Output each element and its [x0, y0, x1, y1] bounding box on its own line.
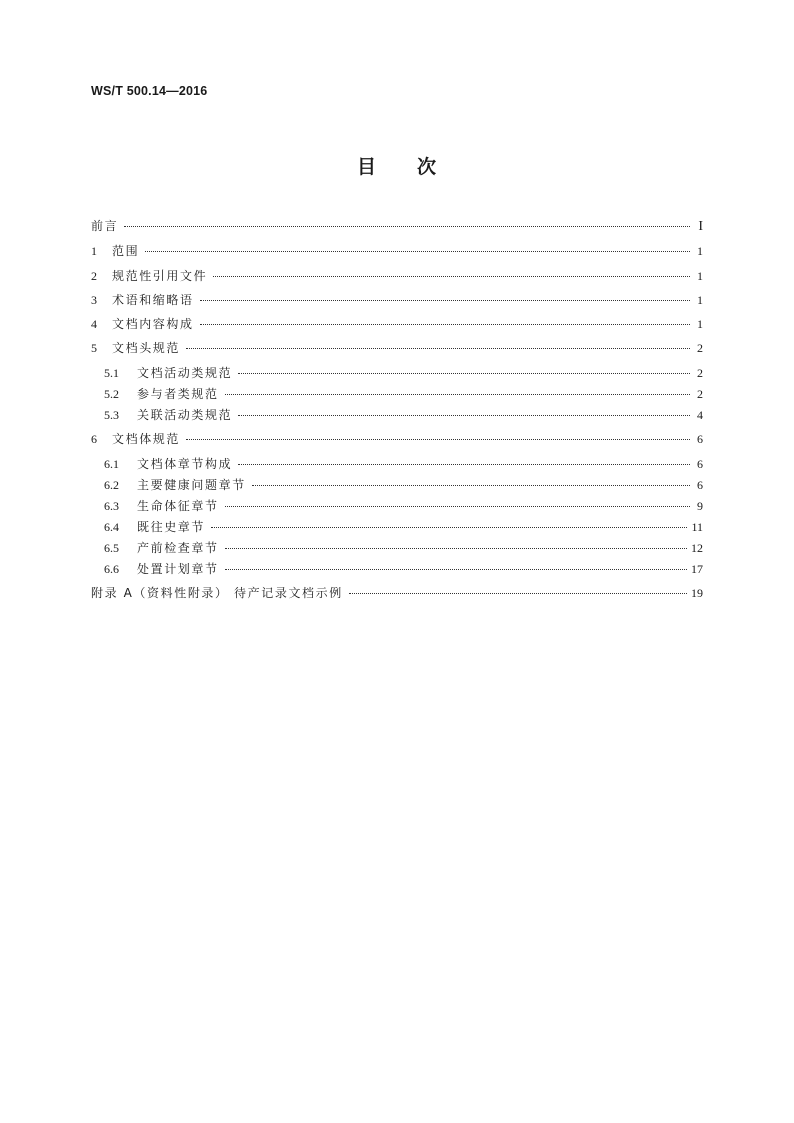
toc-leader	[124, 226, 690, 227]
toc-entry-number: 6.6	[104, 562, 119, 576]
toc-entry-page: 1	[697, 317, 703, 331]
toc-leader	[349, 593, 687, 594]
toc-entry-6-5[interactable]	[104, 539, 703, 557]
toc-leader	[200, 300, 690, 301]
toc-entry-page: 2	[697, 366, 703, 380]
toc-entry-number: 2	[91, 269, 97, 283]
toc-title-part1: 目	[356, 156, 377, 178]
toc-entry-label: 文档头规范	[112, 341, 181, 355]
toc-entry-number: 6.4	[104, 520, 119, 534]
toc-entry-label: 范围	[112, 244, 140, 258]
toc-entry-number: 1	[91, 244, 97, 258]
toc-entry-label: 前言	[91, 219, 119, 233]
toc-leader	[225, 569, 687, 570]
toc-entry-6[interactable]	[91, 430, 703, 448]
toc-leader	[225, 506, 690, 507]
toc-entry-page: 6	[697, 432, 703, 446]
toc-entry-page: 2	[697, 341, 703, 355]
toc-entry-number: 5.1	[104, 366, 119, 380]
toc-entry-page: 1	[697, 269, 703, 283]
toc-entry-6-2[interactable]	[104, 476, 703, 494]
toc-entry-page: 6	[697, 478, 703, 492]
toc-title-part2: 次	[417, 156, 438, 178]
toc-entry-2[interactable]	[91, 267, 703, 285]
toc-leader	[225, 394, 690, 395]
toc-entry-label: 处置计划章节	[137, 562, 219, 576]
toc-entry-6-4[interactable]	[104, 518, 703, 536]
document-code: WS/T 500.14—2016	[91, 84, 208, 98]
toc-entry-6-3[interactable]	[104, 497, 703, 515]
toc-entry-page: 1	[697, 293, 703, 307]
toc-entry-number: 5	[91, 341, 97, 355]
toc-entry-page: 19	[691, 586, 703, 600]
toc-entry-label: 附录 A（资料性附录） 待产记录文档示例	[91, 586, 343, 600]
toc-entry-5-2[interactable]	[104, 385, 703, 403]
toc-leader	[211, 527, 687, 528]
toc-leader	[145, 251, 690, 252]
toc-entry-number: 5.3	[104, 408, 119, 422]
toc-entry-label: 文档内容构成	[112, 317, 194, 331]
toc-leader	[252, 485, 690, 486]
toc-entry-page: 17	[691, 562, 703, 576]
toc-leader	[238, 415, 690, 416]
toc-leader	[225, 548, 687, 549]
toc-entry-6-6[interactable]	[104, 560, 703, 578]
toc-entry-5-3[interactable]	[104, 406, 703, 424]
toc-leader	[186, 348, 690, 349]
toc-leader	[186, 439, 690, 440]
toc-leader	[238, 373, 690, 374]
toc-entry-page: I	[698, 219, 703, 234]
toc-entry-number: 6.5	[104, 541, 119, 555]
toc-entry-number: 3	[91, 293, 97, 307]
toc-entry-4[interactable]	[91, 315, 703, 333]
toc-entry-label: 文档体规范	[112, 432, 181, 446]
toc-entry-page: 6	[697, 457, 703, 471]
toc-entry-page: 11	[691, 520, 703, 534]
toc-entry-label: 产前检查章节	[137, 541, 219, 555]
toc-entry-5[interactable]	[91, 339, 703, 357]
toc-entry-label: 文档体章节构成	[137, 457, 233, 471]
toc-leader	[200, 324, 690, 325]
toc-entry-number: 6.2	[104, 478, 119, 492]
toc-entry-page: 1	[697, 244, 703, 258]
toc-entry-label: 术语和缩略语	[112, 293, 194, 307]
toc-entry-6-1[interactable]	[104, 455, 703, 473]
toc-entry-label: 关联活动类规范	[137, 408, 233, 422]
toc-entry-number: 5.2	[104, 387, 119, 401]
toc-leader	[238, 464, 690, 465]
toc-entry-appendix-a[interactable]	[91, 584, 703, 602]
toc-title	[0, 152, 794, 179]
toc-entry-1[interactable]	[91, 242, 703, 260]
toc-entry-label: 主要健康问题章节	[137, 478, 246, 492]
toc-leader	[213, 276, 690, 277]
toc-entry-page: 12	[691, 541, 703, 555]
toc-entry-page: 9	[697, 499, 703, 513]
toc-entry-5-1[interactable]	[104, 364, 703, 382]
toc-entry-label: 参与者类规范	[137, 387, 219, 401]
toc-entry-page: 2	[697, 387, 703, 401]
toc-entry-label: 生命体征章节	[137, 499, 219, 513]
toc-entry-foreword[interactable]	[91, 217, 703, 235]
toc-entry-label: 文档活动类规范	[137, 366, 233, 380]
toc-entry-number: 6	[91, 432, 97, 446]
toc-entry-page: 4	[697, 408, 703, 422]
toc-entry-3[interactable]	[91, 291, 703, 309]
toc-entry-number: 6.3	[104, 499, 119, 513]
toc-entry-number: 4	[91, 317, 97, 331]
toc-entry-label: 规范性引用文件	[112, 269, 208, 283]
toc-entry-label: 既往史章节	[137, 520, 206, 534]
toc-entry-number: 6.1	[104, 457, 119, 471]
